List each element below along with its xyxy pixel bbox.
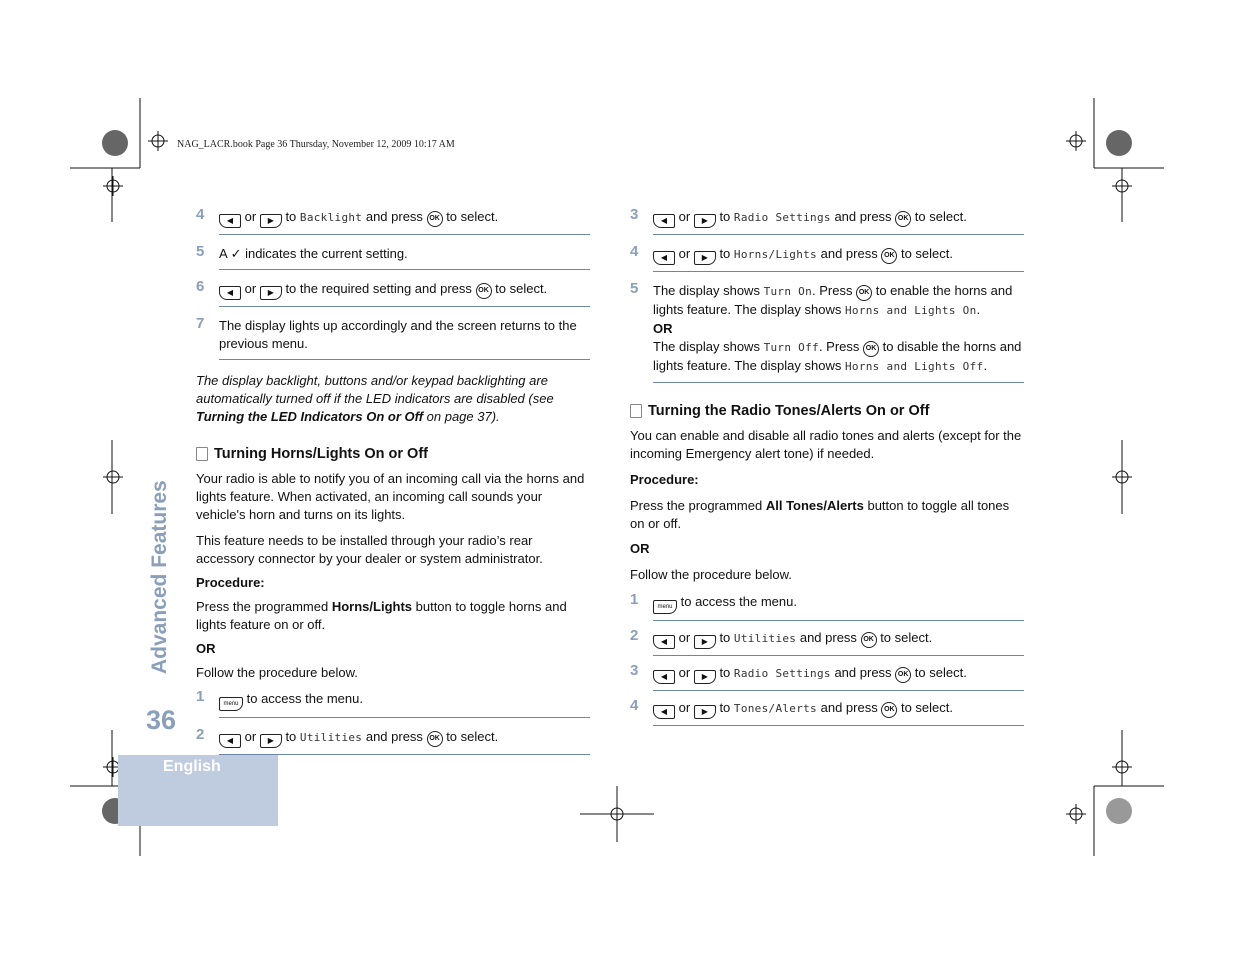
menu-option: Utilities [299,731,363,744]
left-column [196,206,590,755]
ok-key-icon: OK [895,211,911,227]
section-icon [196,447,208,461]
step-number: 4 [630,243,639,260]
menu-option: Tones/Alerts [733,702,817,715]
step-4b: 4 ◀ or ▶ to Tones/Alerts and press OK to select. [630,697,1024,726]
step-1: 1 menu to access the menu. [630,591,1024,621]
procedure-label: Procedure: [196,575,265,590]
step-number: 7 [196,315,205,332]
step-number: 3 [630,662,639,679]
backlight-note: The display backlight, buttons and/or keypad backlighting are automatically turned off if the LED indicators are disabled (see Turning the LED Indicators On or Off on page 37). [196,373,554,424]
step-4: 4 ◀ or ▶ to Horns/Lights and press OK to select. [630,243,1024,272]
section-heading: Turning the Radio Tones/Alerts On or Off [630,403,1024,419]
right-arrow-key-icon: ▶ [694,670,716,684]
left-arrow-key-icon: ◀ [219,286,241,300]
step-5: 5 The display shows Turn On. Press OK to enable the horns and lights feature. The display shows Horns and Lights On. OR The display shows Turn Off. Press OK to disable the horns and lights feature. The display shows Horns and Lights Off. [630,280,1024,383]
paragraph: Follow the procedure below. [196,665,358,680]
right-arrow-key-icon: ▶ [694,251,716,265]
step-number: 1 [630,591,639,608]
step-2: 2 ◀ or ▶ to Utilities and press OK to select. [196,726,590,755]
section-icon [630,404,642,418]
ok-key-icon: OK [476,283,492,299]
ok-key-icon: OK [881,702,897,718]
or-label: OR [196,641,216,656]
right-arrow-key-icon: ▶ [260,734,282,748]
right-arrow-key-icon: ▶ [694,214,716,228]
step-5: 5 A ✓ indicates the current setting. [196,243,590,270]
step-number: 3 [630,206,639,223]
step-number: 4 [196,206,205,223]
menu-option: Utilities [733,632,797,645]
menu-option: Radio Settings [733,211,831,224]
ok-key-icon: OK [895,667,911,683]
left-arrow-key-icon: ◀ [653,635,675,649]
paragraph: This feature needs to be installed through your radio’s rear accessory connector by your dealer or system administrator. [196,533,543,566]
right-arrow-key-icon: ▶ [694,705,716,719]
display-text: Turn Off [763,341,819,354]
left-arrow-key-icon: ◀ [653,670,675,684]
display-text: Turn On [763,285,813,298]
menu-key-icon: menu [219,697,243,711]
step-number: 1 [196,688,205,705]
ok-key-icon: OK [427,211,443,227]
paragraph: Follow the procedure below. [630,567,792,582]
or-label: OR [630,541,650,556]
right-arrow-key-icon: ▶ [694,635,716,649]
left-arrow-key-icon: ◀ [653,214,675,228]
menu-option: Backlight [299,211,363,224]
right-column [630,206,1024,726]
step-number: 6 [196,278,205,295]
paragraph: You can enable and disable all radio tones and alerts (except for the incoming Emergency alert tone) if needed. [630,428,1022,461]
left-arrow-key-icon: ◀ [653,251,675,265]
section-heading: Turning Horns/Lights On or Off [196,446,590,462]
step-number: 5 [196,243,205,260]
left-arrow-key-icon: ◀ [219,734,241,748]
or-label: OR [653,321,673,336]
step-number: 4 [630,697,639,714]
paragraph: Your radio is able to notify you of an incoming call via the horns and lights feature. When activated, an incoming call sounds your vehicle's horn and turns on its lights. [196,471,585,522]
step-6: 6 ◀ or ▶ to the required setting and press OK to select. [196,278,590,307]
paragraph: Press the programmed All Tones/Alerts button to toggle all tones on or off. [630,498,1010,531]
ok-key-icon: OK [427,731,443,747]
menu-option: Radio Settings [733,667,831,680]
menu-option: Horns/Lights [733,248,817,261]
language-tab: English [118,755,278,826]
step-7: 7 The display lights up accordingly and the screen returns to the previous menu. [196,315,590,360]
step-number: 2 [630,627,639,644]
ok-key-icon: OK [861,632,877,648]
book-header: NAG_LACR.book Page 36 Thursday, November 12, 2009 10:17 AM [177,139,455,150]
left-arrow-key-icon: ◀ [653,705,675,719]
ok-key-icon: OK [863,341,879,357]
menu-key-icon: menu [653,600,677,614]
step-3: 3 ◀ or ▶ to Radio Settings and press OK to select. [630,662,1024,691]
procedure-label: Procedure: [630,472,699,487]
step-1: 1 menu to access the menu. [196,688,590,718]
step-number: 5 [630,280,639,297]
step-2: 2 ◀ or ▶ to Utilities and press OK to select. [630,627,1024,656]
left-arrow-key-icon: ◀ [219,214,241,228]
page-number: 36 [146,705,177,735]
ok-key-icon: OK [881,248,897,264]
step-number: 2 [196,726,205,743]
display-text: Horns and Lights On [844,304,977,317]
right-arrow-key-icon: ▶ [260,214,282,228]
display-text: Horns and Lights Off [844,360,984,373]
step-4: 4 ◀ or ▶ to Backlight and press OK to select. [196,206,590,235]
step-3: 3 ◀ or ▶ to Radio Settings and press OK to select. [630,206,1024,235]
right-arrow-key-icon: ▶ [260,286,282,300]
ok-key-icon: OK [856,285,872,301]
paragraph: Press the programmed Horns/Lights button to toggle horns and lights feature on or off. [196,599,567,632]
chapter-title: Advanced Features [148,480,171,674]
